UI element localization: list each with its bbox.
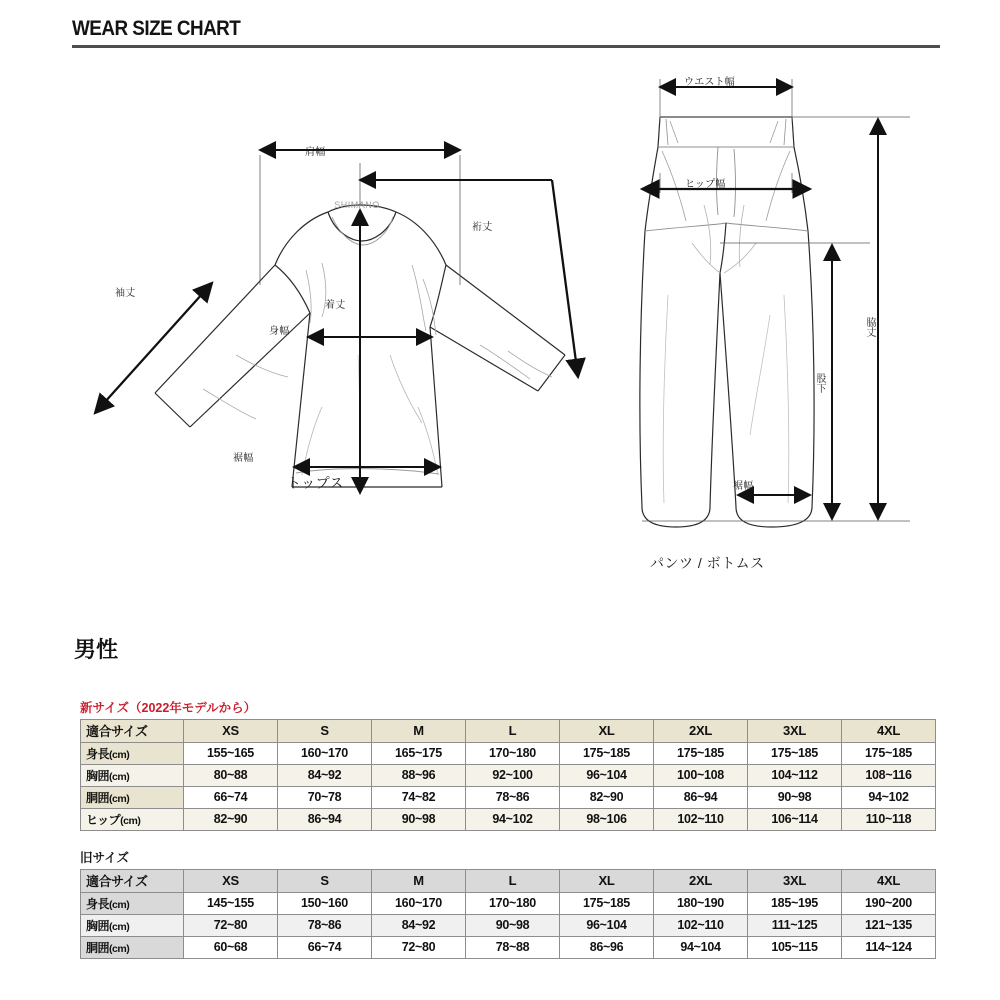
cell: 90~98 [466,915,560,937]
cell: 170~180 [466,743,560,765]
table-row [81,915,936,937]
column-header: XS [184,870,278,893]
cell: 170~180 [466,893,560,915]
cell: 98~106 [560,809,654,831]
table-header-row [81,870,936,893]
row-header [81,743,184,765]
label-hip-width: ヒップ幅 [685,179,726,190]
column-header: 2XL [654,720,748,743]
cell: 72~80 [184,915,278,937]
new-size-table-caption: 新サイズ（2022年モデルから） [80,701,257,715]
cell: 102~110 [654,915,748,937]
cell: 82~90 [560,787,654,809]
tops-illustration [60,55,620,525]
cell: 78~88 [466,937,560,959]
column-header: XL [560,870,654,893]
row-label: 身長 [86,896,110,911]
row-unit: (cm) [109,898,130,911]
column-header: 適合サイズ [81,720,184,743]
row-header [81,893,184,915]
label-garment-length: 着丈 [325,300,346,311]
table-row [81,743,936,765]
old-size-table-block [80,848,935,959]
cell: 78~86 [466,787,560,809]
table-header-row [81,720,936,743]
row-label: 胸囲 [86,918,110,933]
table-row [81,893,936,915]
column-header: 3XL [748,870,842,893]
cell: 86~94 [278,809,372,831]
cell: 175~185 [560,743,654,765]
cell: 155~165 [184,743,278,765]
label-tops-hem-width: 裾幅 [233,453,254,464]
label-inseam: 股下 [814,373,825,393]
shirt-brand-logo: SHIMANO [334,200,380,210]
cell: 66~74 [278,937,372,959]
row-unit: (cm) [109,770,130,783]
cell: 150~160 [278,893,372,915]
diagram-area [0,55,1000,595]
cell: 74~82 [372,787,466,809]
column-header: 2XL [654,870,748,893]
column-header: 適合サイズ [81,870,184,893]
row-unit: (cm) [109,942,130,955]
row-header [81,937,184,959]
row-label: 胴囲 [86,790,110,805]
cell: 160~170 [372,893,466,915]
cell: 86~94 [654,787,748,809]
cell: 66~74 [184,787,278,809]
cell: 94~102 [466,809,560,831]
cell: 175~185 [654,743,748,765]
cell: 80~88 [184,765,278,787]
column-header: 4XL [842,720,936,743]
column-header: M [372,720,466,743]
sleeve-length-dimension-line [95,283,212,413]
row-header [81,809,184,831]
cell: 102~110 [654,809,748,831]
label-shoulder-width: 肩幅 [305,147,326,158]
cell: 96~104 [560,915,654,937]
cell: 90~98 [372,809,466,831]
table-row [81,787,936,809]
label-sleeve-length: 袖丈 [115,288,136,299]
cell: 105~115 [748,937,842,959]
column-header: 4XL [842,870,936,893]
column-header: 3XL [748,720,842,743]
label-pants-hem-width: 裾幅 [733,481,754,492]
cell: 108~116 [842,765,936,787]
cell: 185~195 [748,893,842,915]
header-divider [72,45,940,48]
row-unit: (cm) [109,920,130,933]
cell: 110~118 [842,809,936,831]
label-body-width: 身幅 [269,326,290,337]
cell: 84~92 [278,765,372,787]
cell: 92~100 [466,765,560,787]
cell: 145~155 [184,893,278,915]
cell: 96~104 [560,765,654,787]
label-waist-width: ウエスト幅 [684,77,735,88]
section-heading-gender: 男性 [74,637,119,662]
cell: 94~104 [654,937,748,959]
cell: 160~170 [278,743,372,765]
caption-tops: トップス [287,475,345,491]
old-size-table-caption: 旧サイズ [80,851,130,865]
cell: 121~135 [842,915,936,937]
row-unit: (cm) [120,814,141,827]
cell: 72~80 [372,937,466,959]
row-label: ヒップ [86,812,121,827]
cell: 94~102 [842,787,936,809]
cell: 84~92 [372,915,466,937]
pants-illustration [620,55,950,555]
column-header: S [278,720,372,743]
table-row [81,809,936,831]
new-size-table-block [80,698,935,831]
cell: 106~114 [748,809,842,831]
page-title: WEAR SIZE CHART [72,17,241,40]
row-header [81,787,184,809]
cell: 165~175 [372,743,466,765]
table-row [81,765,936,787]
row-header [81,915,184,937]
new-size-table [80,719,936,831]
column-header: XS [184,720,278,743]
column-header: L [466,870,560,893]
row-label: 身長 [86,746,110,761]
row-unit: (cm) [109,748,130,761]
column-header: S [278,870,372,893]
caption-pants: パンツ / ボトムス [650,555,765,571]
row-unit: (cm) [109,792,130,805]
cell: 86~96 [560,937,654,959]
column-header: L [466,720,560,743]
row-label: 胸囲 [86,768,110,783]
label-yuki-length: 裄丈 [472,222,493,233]
cell: 190~200 [842,893,936,915]
row-header [81,765,184,787]
column-header: XL [560,720,654,743]
cell: 88~96 [372,765,466,787]
column-header: M [372,870,466,893]
table-row [81,937,936,959]
cell: 70~78 [278,787,372,809]
cell: 175~185 [748,743,842,765]
cell: 104~112 [748,765,842,787]
cell: 100~108 [654,765,748,787]
page-header [72,18,940,48]
cell: 90~98 [748,787,842,809]
old-size-table [80,869,936,959]
cell: 175~185 [842,743,936,765]
cell: 180~190 [654,893,748,915]
cell: 111~125 [748,915,842,937]
label-side-length: 脇丈 [864,317,875,337]
cell: 78~86 [278,915,372,937]
cell: 82~90 [184,809,278,831]
cell: 60~68 [184,937,278,959]
row-label: 胴囲 [86,940,110,955]
cell: 175~185 [560,893,654,915]
cell: 114~124 [842,937,936,959]
